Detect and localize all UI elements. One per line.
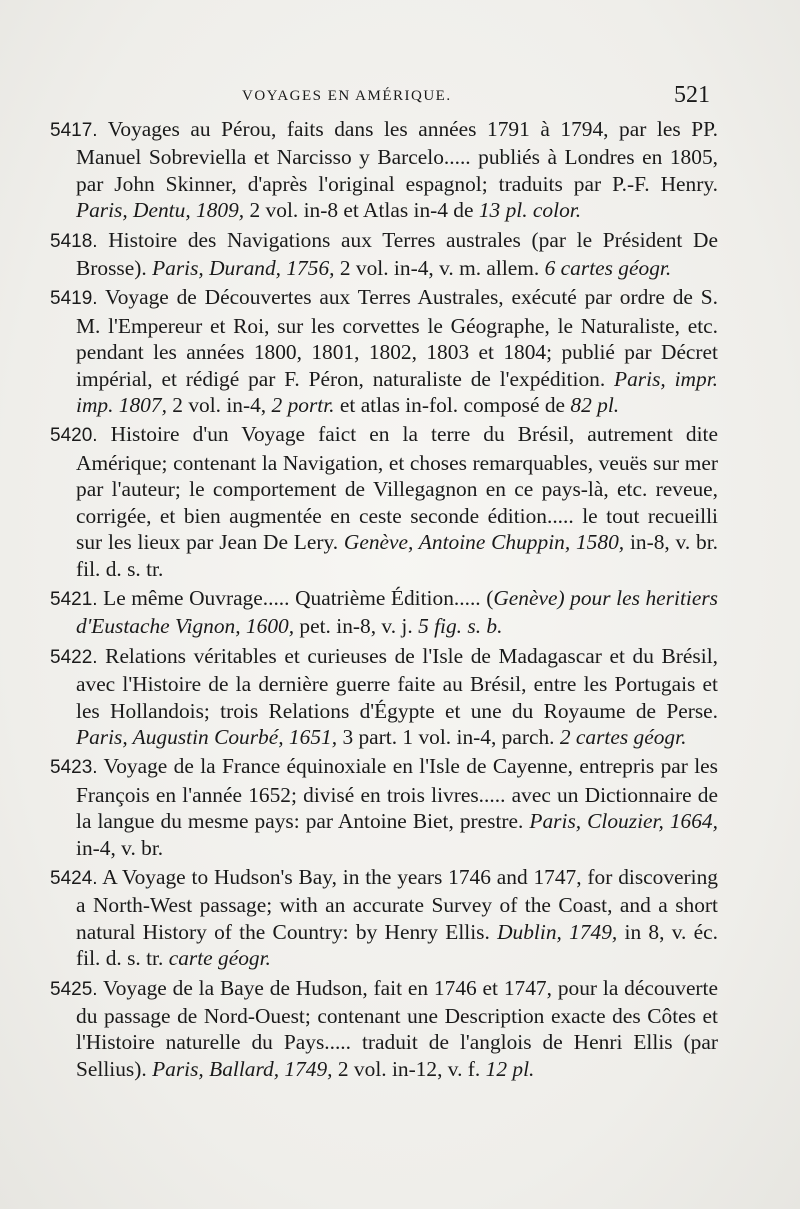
entry-text: Voyage de Découvertes aux Terres Australes, exécuté par ordre de S. M. l'Empereur et Roi, sur les corvettes le Géographe, le Naturaliste, etc. pendant les années 1800, 1801, 1802, 1803 et 1804; publié par Décret impérial, et rédigé par F. Péron, naturaliste de l'expédition. bbox=[76, 285, 718, 391]
entry-details: pet. in-8, v. j. bbox=[299, 614, 413, 639]
entry-details-italic: 6 cartes géogr. bbox=[544, 256, 672, 281]
entry-text: Voyages au Pérou, faits dans les années 1791 à 1794, par les PP. Manuel Sobreviella et Narcisso y Barcelo..... publiés à Londres en 1805, par John Skinner, d'après l'original espagnol; traduits par P.-F. Henry. bbox=[76, 117, 718, 196]
entry-text: A Voyage to Hudson's Bay, in the years 1746 and 1747, for discovering a North-West passage; with an accurate Survey of the Coast, and a short natural History of the Country: by Henry Ellis. bbox=[76, 864, 718, 944]
catalog-entry-5419 bbox=[50, 284, 718, 418]
entry-details: 3 part. 1 vol. in-4, parch. bbox=[342, 724, 555, 749]
catalog-entries bbox=[50, 116, 719, 1085]
entry-details-after-italic: 82 pl. bbox=[570, 393, 620, 418]
catalog-entry-5420 bbox=[50, 421, 718, 581]
catalog-entry-5421 bbox=[50, 585, 718, 640]
entry-details-italic: 2 portr. bbox=[271, 393, 335, 418]
entry-details-italic: 5 fig. s. b. bbox=[418, 614, 503, 639]
entry-details: 2 vol. in-4, v. m. allem. bbox=[339, 256, 540, 281]
entry-text: Voyage de la France équinoxiale en l'Isle de Cayenne, entrepris par les François en l'année 1652; divisé en trois livres..... avec un Dictionnaire de la langue du mesme pays: par Antoine Biet, prestre. bbox=[76, 754, 719, 834]
entry-imprint: Dublin, 1749, bbox=[497, 919, 618, 944]
catalog-entry-5418 bbox=[50, 227, 718, 282]
entry-number: 5425. bbox=[50, 978, 98, 1000]
catalog-entry-5424 bbox=[50, 864, 718, 972]
catalog-entry-5423 bbox=[50, 753, 719, 861]
entry-details: 2 vol. in-8 et Atlas in-4 de bbox=[249, 198, 474, 223]
entry-imprint: Genève) pour les heritiers d'Eustache Vignon, 1600, bbox=[76, 585, 718, 639]
entry-text: Relations véritables et curieuses de l'Isle de Madagascar et du Brésil, avec l'Histoire de la dernière guerre faite au Brésil, entre les Portugais et les Hollandois; trois Relations d'Égypte et une du Royaume de Perse. bbox=[76, 643, 718, 723]
entry-number: 5421. bbox=[50, 588, 98, 610]
entry-imprint: Genève, Antoine Chuppin, 1580, bbox=[343, 530, 625, 555]
entry-details-italic: 13 pl. color. bbox=[478, 198, 582, 223]
entry-number: 5423. bbox=[50, 757, 98, 779]
entry-number: 5420. bbox=[50, 425, 98, 447]
running-title: VOYAGES EN AMÉRIQUE. bbox=[242, 88, 452, 104]
entry-details: 2 vol. in-4, bbox=[172, 393, 267, 418]
entry-number: 5417. bbox=[50, 120, 98, 141]
entry-details: in 8, v. éc. fil. d. s. tr. bbox=[76, 919, 718, 971]
page-header bbox=[60, 82, 710, 112]
entry-text: Histoire des Navigations aux Terres australes (par le Président De Brosse). bbox=[76, 227, 718, 281]
entry-details-after: et atlas in-fol. composé de bbox=[339, 393, 566, 418]
entry-text: Voyage de la Baye de Hudson, fait en 1746 et 1747, pour la découverte du passage de Nord-Ouest; contenant une Description exacte des Côtes et l'Histoire naturelle du Pays..... traduit de l'anglois de Henri Ellis (par Sellius). bbox=[76, 975, 718, 1081]
entry-details-italic: 2 cartes géogr. bbox=[559, 724, 687, 749]
entry-imprint: Paris, Clouzier, 1664, bbox=[529, 809, 718, 834]
entry-text: Le même Ouvrage..... Quatrième Édition..... ( bbox=[103, 585, 494, 610]
entry-imprint: Paris, Dentu, 1809, bbox=[76, 198, 245, 223]
entry-details-italic: carte géogr. bbox=[168, 946, 271, 971]
entry-number: 5424. bbox=[50, 867, 98, 889]
entry-text: Histoire d'un Voyage faict en la terre du Brésil, autrement dite Amérique; contenant la Navigation, et choses remarquables, veuës sur mer par l'auteur; le comportement de Villegagnon en ce pays-là, etc. reveue, corrigée, et bien augmentée en ceste seconde édition..... le tout recueilli sur les lieux par Jean De Lery. bbox=[76, 422, 718, 555]
entry-imprint: Paris, Durand, 1756, bbox=[152, 256, 335, 281]
entry-imprint: Paris, impr. imp. 1807, bbox=[76, 366, 718, 418]
entry-details: in-8, v. br. fil. d. s. tr. bbox=[76, 530, 718, 581]
catalog-entry-5425 bbox=[50, 975, 718, 1083]
entry-imprint: Paris, Augustin Courbé, 1651, bbox=[76, 724, 338, 749]
entry-number: 5419. bbox=[50, 288, 98, 310]
entry-details-italic: 12 pl. bbox=[485, 1056, 535, 1081]
entry-details: in-4, v. br. bbox=[76, 835, 164, 860]
entry-details: 2 vol. in-12, v. f. bbox=[337, 1056, 481, 1081]
catalog-entry-5417 bbox=[50, 116, 718, 224]
entry-imprint: Paris, Ballard, 1749, bbox=[152, 1056, 333, 1081]
entry-number: 5418. bbox=[50, 230, 98, 252]
catalog-entry-5422 bbox=[50, 643, 718, 751]
page-number: 521 bbox=[674, 82, 710, 108]
entry-number: 5422. bbox=[50, 646, 98, 668]
